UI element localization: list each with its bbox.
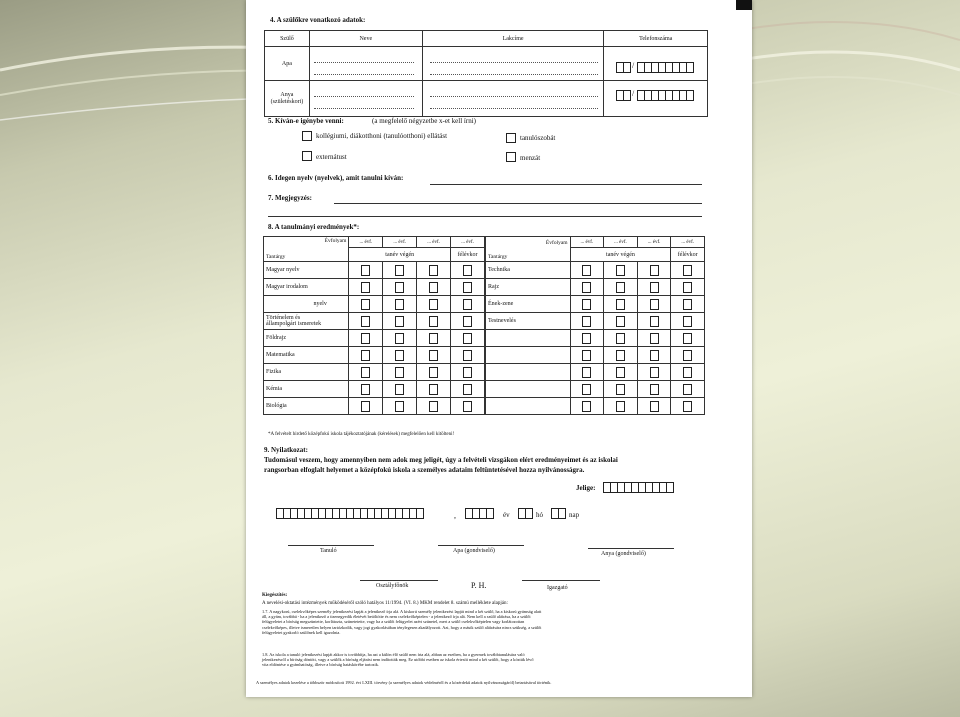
left-grade-box[interactable] xyxy=(361,316,370,327)
left-subject-label: Magyar irodalom xyxy=(266,284,308,290)
sec5-hint: (a megfelelő négyzetbe x-et kell írni) xyxy=(372,117,476,125)
left-grade-box[interactable] xyxy=(429,316,438,327)
ph-label: P. H. xyxy=(471,581,487,590)
right-grade-cell xyxy=(604,262,638,279)
right-grade-cell xyxy=(637,398,671,415)
right-grade-cell xyxy=(604,313,638,330)
right-subject-label: Rajz xyxy=(488,284,499,290)
right-grade-box[interactable] xyxy=(683,350,692,361)
left-grade-box[interactable] xyxy=(463,316,472,327)
left-grade-cell xyxy=(417,296,451,313)
left-grade-cell xyxy=(451,313,485,330)
left-grade-box[interactable] xyxy=(463,384,472,395)
right-subject-cell xyxy=(486,398,571,415)
left-grade-cell xyxy=(383,398,417,415)
igazgato-signature-line[interactable] xyxy=(522,580,600,581)
left-grade-box[interactable] xyxy=(361,299,370,310)
left-subject-cell xyxy=(264,262,349,279)
left-grade-box[interactable] xyxy=(361,367,370,378)
anya-address-field[interactable] xyxy=(422,81,604,117)
left-grade-cell xyxy=(383,330,417,347)
right-grade-box[interactable] xyxy=(582,265,591,276)
anya-phone-boxes[interactable] xyxy=(616,90,630,101)
right-grade-box[interactable] xyxy=(650,350,659,361)
right-evf-2: ... évf. xyxy=(604,237,638,248)
anya-signature-label: Anya (gondviselő) xyxy=(601,551,646,557)
left-grade-cell xyxy=(383,262,417,279)
page-edge-mark xyxy=(736,0,752,10)
right-evf-4: ... évf. xyxy=(671,237,705,248)
right-grade-row xyxy=(486,262,705,279)
left-grade-box[interactable] xyxy=(463,333,472,344)
right-grade-box[interactable] xyxy=(683,282,692,293)
left-grade-row xyxy=(264,279,485,296)
left-grade-cell xyxy=(451,381,485,398)
right-grade-cell xyxy=(570,381,604,398)
right-grade-cell xyxy=(604,347,638,364)
left-grade-cell xyxy=(417,330,451,347)
left-grade-cell xyxy=(383,347,417,364)
left-grade-cell xyxy=(383,381,417,398)
osztalyfonok-label: Osztályfőnök xyxy=(376,583,409,589)
anya-sublabel: (születéskori) xyxy=(270,98,304,105)
comment-input-line-2[interactable] xyxy=(268,216,702,217)
right-grade-cell xyxy=(604,296,638,313)
left-grade-box[interactable] xyxy=(361,333,370,344)
left-evf-2: ... évf. xyxy=(383,237,417,248)
right-grade-cell xyxy=(637,262,671,279)
right-grade-cell xyxy=(671,313,705,330)
right-grade-box[interactable] xyxy=(616,401,625,412)
left-subject-cell xyxy=(264,347,349,364)
left-grade-cell xyxy=(349,398,383,415)
left-subject-label: Kémia xyxy=(266,386,282,392)
right-grade-row xyxy=(486,296,705,313)
left-grade-cell xyxy=(451,364,485,381)
right-grade-cell xyxy=(637,313,671,330)
right-grade-cell xyxy=(570,398,604,415)
right-grade-box[interactable] xyxy=(683,316,692,327)
left-grade-cell xyxy=(451,347,485,364)
right-subject-cell xyxy=(486,381,571,398)
header-telefonszama: Telefonszáma xyxy=(604,31,708,47)
left-grade-row xyxy=(264,364,485,381)
right-grade-cell xyxy=(671,347,705,364)
left-subject-cell xyxy=(264,381,349,398)
right-grade-box[interactable] xyxy=(582,299,591,310)
left-grade-box[interactable] xyxy=(463,401,472,412)
left-grade-cell xyxy=(451,262,485,279)
right-grade-box[interactable] xyxy=(683,384,692,395)
p17-line-4: cselekvőképes, illetve ismeretlen helyen tartózkodik, vagy jogi gyakorlásában ténylegesen akadályozott. Azt, hogy a másik szülő aláírására nincs szükség, a szülői xyxy=(262,624,542,630)
right-grade-row xyxy=(486,313,705,330)
right-grade-box[interactable] xyxy=(650,367,659,378)
left-grade-box[interactable] xyxy=(395,316,404,327)
left-grade-box[interactable] xyxy=(429,367,438,378)
apa-phone-boxes[interactable] xyxy=(616,62,630,73)
left-grade-box[interactable] xyxy=(361,350,370,361)
month-boxes[interactable] xyxy=(518,508,532,519)
jelige-label: Jelige: xyxy=(576,484,596,492)
left-grade-cell xyxy=(349,279,383,296)
left-grade-cell xyxy=(417,347,451,364)
right-corner-cell xyxy=(486,237,571,262)
left-grade-row xyxy=(264,398,485,415)
left-grade-box[interactable] xyxy=(463,265,472,276)
notes-title: Kiegészítés: xyxy=(262,593,288,598)
left-grade-cell xyxy=(349,296,383,313)
right-grade-row xyxy=(486,364,705,381)
left-grade-box[interactable] xyxy=(463,367,472,378)
left-subject-cell xyxy=(264,364,349,381)
left-grade-box[interactable] xyxy=(361,265,370,276)
right-grade-box[interactable] xyxy=(582,333,591,344)
left-grade-box[interactable] xyxy=(395,350,404,361)
left-grade-box[interactable] xyxy=(395,299,404,310)
right-grade-cell xyxy=(637,347,671,364)
left-grade-cell xyxy=(451,398,485,415)
left-grade-cell xyxy=(349,347,383,364)
right-grade-box[interactable] xyxy=(582,316,591,327)
day-label: nap xyxy=(569,511,580,519)
place-boxes[interactable] xyxy=(276,508,423,519)
left-grade-row xyxy=(264,313,485,330)
left-grade-box[interactable] xyxy=(395,265,404,276)
left-grade-cell xyxy=(383,364,417,381)
sec6-title: 6. Idegen nyelv (nyelvek), amit tanulni kíván: xyxy=(268,174,404,182)
right-grade-cell xyxy=(671,398,705,415)
right-grade-cell xyxy=(671,279,705,296)
right-grade-box[interactable] xyxy=(616,350,625,361)
right-grade-box[interactable] xyxy=(650,282,659,293)
sec8-title: 8. A tanulmányi eredmények*: xyxy=(268,223,360,231)
right-grade-box[interactable] xyxy=(616,367,625,378)
left-evf-4: ... évf. xyxy=(451,237,485,248)
right-grade-cell xyxy=(604,330,638,347)
month-label: hó xyxy=(536,511,543,519)
left-grade-box[interactable] xyxy=(463,299,472,310)
p17-line-1: 1.7. A nagykorú, cselekvőképes személy jelentkezési lapját a jelentkező írja alá. A kiskorú személy jelentkezési lapját mind a két szülő, ha a kiskorú gyámság alatt xyxy=(262,609,542,614)
left-grade-cell xyxy=(383,313,417,330)
left-subject-label: Történelem és xyxy=(266,315,301,321)
left-subject-cell xyxy=(264,330,349,347)
left-grade-cell xyxy=(417,364,451,381)
right-grade-cell xyxy=(570,296,604,313)
language-input-line[interactable] xyxy=(430,184,702,185)
year-label: év xyxy=(503,511,510,519)
right-grade-cell xyxy=(637,279,671,296)
header-szulo: Szülő xyxy=(265,31,310,47)
left-subject-label: Magyar nyelv xyxy=(266,267,300,273)
right-grade-cell xyxy=(637,296,671,313)
right-grade-cell xyxy=(570,313,604,330)
right-grade-cell xyxy=(637,330,671,347)
right-subject-cell xyxy=(486,313,571,330)
right-grade-box[interactable] xyxy=(616,384,625,395)
left-grade-cell xyxy=(417,381,451,398)
right-grade-box[interactable] xyxy=(582,350,591,361)
right-felevkor: félévkor xyxy=(671,248,705,262)
right-subject-cell xyxy=(486,296,571,313)
sec8-footnote: *A felvételt hirdető középfokú iskola tájékoztatójának (kérelések) megfelelően kell kitölteni! xyxy=(268,432,455,437)
left-grade-box[interactable] xyxy=(429,384,438,395)
right-grade-box[interactable] xyxy=(683,401,692,412)
left-corner-cell xyxy=(264,237,349,262)
right-grade-cell xyxy=(671,330,705,347)
header-neve: Neve xyxy=(309,31,422,47)
left-grade-box[interactable] xyxy=(429,265,438,276)
p18-line-1: 1.8. Az iskola a tanuló jelentkezési lapját akkor is továbbítja, ha azt a külön élő szülő nem írta alá, abban az esetben, ha a gyermek továbbtanulására való xyxy=(262,652,525,657)
right-grade-cell xyxy=(671,296,705,313)
left-grade-box[interactable] xyxy=(429,333,438,344)
apa-phone-number-boxes[interactable] xyxy=(637,62,693,73)
anya-phone-slash: / xyxy=(632,89,635,98)
right-subject-cell xyxy=(486,364,571,381)
tanulo-label: Tanuló xyxy=(320,548,337,554)
right-grade-box[interactable] xyxy=(650,384,659,395)
tanulo-signature-line[interactable] xyxy=(288,545,374,546)
right-tanev-vegen: tanév végén xyxy=(570,248,671,262)
left-tanev-vegen: tanév végén xyxy=(349,248,451,262)
left-grade-cell xyxy=(349,381,383,398)
right-subject-cell xyxy=(486,262,571,279)
osztalyfonok-signature-line[interactable] xyxy=(360,580,438,581)
left-subject-label-extra: állampolgári ismeretek xyxy=(266,321,322,327)
right-grade-cell xyxy=(604,364,638,381)
left-grade-row xyxy=(264,381,485,398)
sec9-text-1: Tudomásul veszem, hogy amennyiben nem adok meg jeligét, úgy a felvételi vizsgákon elért eredményeimet és az iskolai xyxy=(264,456,618,464)
row-anya-label xyxy=(265,81,310,117)
left-subject-cell xyxy=(264,398,349,415)
row-apa-label: Apa xyxy=(265,47,310,81)
left-grade-box[interactable] xyxy=(463,282,472,293)
right-evfolyam-label: Évfolyam xyxy=(545,240,568,246)
apa-address-field[interactable] xyxy=(422,47,604,81)
notes-footer: A személyes adatok kezelése a többször módosított 1992. évi LXIII. törvény (a személyes adatok védelméről és a közérdekű adatok nyilvánosságáról) betartásával történik. xyxy=(256,680,552,685)
right-grade-cell xyxy=(570,364,604,381)
sec9-text-2: rangsorban elfoglalt helyemet a középfokú iskola a személyes adataim feltüntetésével hozza nyilvánosságra. xyxy=(264,466,585,474)
right-grade-box[interactable] xyxy=(616,299,625,310)
right-grade-cell xyxy=(570,347,604,364)
apa-name-field[interactable] xyxy=(309,47,422,81)
menza-checkbox[interactable] xyxy=(506,152,516,162)
right-subject-cell xyxy=(486,279,571,296)
left-grade-box[interactable] xyxy=(429,282,438,293)
left-grade-cell xyxy=(417,262,451,279)
right-grade-cell xyxy=(604,398,638,415)
left-subject-cell xyxy=(264,279,349,296)
left-subject-cell xyxy=(264,296,349,313)
left-grade-box[interactable] xyxy=(361,282,370,293)
anya-phone-number-boxes[interactable] xyxy=(637,90,693,101)
left-grade-cell xyxy=(417,398,451,415)
right-grade-box[interactable] xyxy=(650,333,659,344)
sec7-title: 7. Megjegyzés: xyxy=(268,194,312,202)
right-grade-box[interactable] xyxy=(650,316,659,327)
right-grade-box[interactable] xyxy=(683,367,692,378)
left-grade-cell xyxy=(349,262,383,279)
right-grade-box[interactable] xyxy=(683,299,692,310)
left-grade-box[interactable] xyxy=(361,384,370,395)
sec9-title: 9. Nyilatkozat: xyxy=(264,446,308,454)
left-grade-box[interactable] xyxy=(395,384,404,395)
left-grade-box[interactable] xyxy=(395,282,404,293)
p17-line-5: felügyeletet gyakorló szülőnek kell igazolnia. xyxy=(262,629,341,635)
right-grade-box[interactable] xyxy=(650,299,659,310)
notes-line1: A nevelési-oktatási intézmények működéséről szóló hatályos 11/1994. (VI. 8.) MKM rendelet 8. számú melléklete alapján: xyxy=(262,601,508,606)
externatus-label: externátust xyxy=(316,153,347,161)
kollegium-label: kollégiumi, diákotthoni (tanulóotthoni) ellátást xyxy=(316,132,448,140)
left-evf-3: ... évf. xyxy=(417,237,451,248)
right-grade-cell xyxy=(671,364,705,381)
apa-phone-slash: / xyxy=(632,61,635,70)
sec4-title: 4. A szülőkre vonatkozó adatok: xyxy=(270,16,366,24)
left-subject-label: Matematika xyxy=(266,352,295,358)
right-grade-row xyxy=(486,398,705,415)
grades-table-left xyxy=(263,236,485,415)
menza-label: menzát xyxy=(520,154,541,162)
right-subject-label: Technika xyxy=(488,267,510,273)
header-lakcime: Lakcíme xyxy=(422,31,604,47)
right-grade-box[interactable] xyxy=(616,265,625,276)
left-grade-cell xyxy=(451,296,485,313)
left-tantargy-label: Tantárgy xyxy=(266,254,286,260)
right-grade-box[interactable] xyxy=(616,282,625,293)
left-subject-label: nyelv xyxy=(313,301,327,307)
left-grade-cell xyxy=(417,313,451,330)
igazgato-label: Igazgató xyxy=(547,585,568,591)
left-grade-box[interactable] xyxy=(429,299,438,310)
tanuloszoba-checkbox[interactable] xyxy=(506,133,516,143)
right-grade-cell xyxy=(604,381,638,398)
date-comma: , xyxy=(454,511,456,520)
right-grade-box[interactable] xyxy=(650,265,659,276)
p18-line-2: jelentkezésről a bíróság döntött, vagy a szülők a bíróság eljárást nem indították meg. Ez utóbbi esetben az iskola értesíti mind a két szülőt, hogy a köztük lévő xyxy=(262,657,534,663)
left-grade-box[interactable] xyxy=(395,333,404,344)
right-grade-cell xyxy=(604,279,638,296)
right-evf-1: ... évf. xyxy=(570,237,604,248)
notes-paragraph-18 xyxy=(262,652,736,668)
notes-paragraph-17 xyxy=(262,609,736,635)
right-evf-3: ... évf. xyxy=(637,237,671,248)
left-subject-cell xyxy=(264,313,349,330)
left-grade-cell xyxy=(383,296,417,313)
right-subject-label: Testnevelés xyxy=(488,318,516,324)
left-grade-cell xyxy=(349,364,383,381)
right-grade-cell xyxy=(637,381,671,398)
left-grade-row xyxy=(264,296,485,313)
left-grade-cell xyxy=(349,313,383,330)
right-grade-row xyxy=(486,347,705,364)
right-grade-row xyxy=(486,381,705,398)
tanuloszoba-label: tanulószobát xyxy=(520,134,556,142)
left-evf-1: ... évf. xyxy=(349,237,383,248)
day-boxes[interactable] xyxy=(551,508,565,519)
left-grade-row xyxy=(264,347,485,364)
right-grade-cell xyxy=(570,262,604,279)
left-grade-row xyxy=(264,262,485,279)
apa-signature-line[interactable] xyxy=(438,545,524,546)
left-grade-cell xyxy=(383,279,417,296)
left-evfolyam-label: Évfolyam xyxy=(324,238,347,244)
left-grade-cell xyxy=(451,279,485,296)
left-grade-cell xyxy=(451,330,485,347)
p17-line-3: felügyeletet a bíróság megszüntette, korlátozta, szünetetette, vagy ha a szülői felügyelet azért szünetel, mert a szülő cselekvőképtelen vagy korlátozottan xyxy=(262,619,525,625)
anya-signature-line[interactable] xyxy=(588,548,674,549)
left-grade-box[interactable] xyxy=(429,401,438,412)
right-subject-label: Ének-zene xyxy=(488,301,514,307)
right-grade-box[interactable] xyxy=(616,333,625,344)
right-grade-box[interactable] xyxy=(616,316,625,327)
externatus-checkbox[interactable] xyxy=(302,151,312,161)
right-grade-cell xyxy=(671,381,705,398)
sec5-title: 5. Kíván-e igénybe venni: xyxy=(268,117,344,125)
right-grade-cell xyxy=(570,330,604,347)
right-grade-row xyxy=(486,330,705,347)
left-subject-label: Biológia xyxy=(266,403,287,409)
right-grade-box[interactable] xyxy=(582,282,591,293)
anya-label: Anya xyxy=(280,91,294,98)
left-grade-row xyxy=(264,330,485,347)
right-grade-row xyxy=(486,279,705,296)
left-grade-box[interactable] xyxy=(429,350,438,361)
right-tantargy-label: Tantárgy xyxy=(488,254,508,260)
right-grade-box[interactable] xyxy=(582,401,591,412)
apa-signature-label: Apa (gondviselő) xyxy=(453,548,495,554)
left-grade-box[interactable] xyxy=(395,401,404,412)
right-grade-box[interactable] xyxy=(683,333,692,344)
kollegium-checkbox[interactable] xyxy=(302,131,312,141)
anya-name-field[interactable] xyxy=(309,81,422,117)
left-felevkor: félévkor xyxy=(451,248,485,262)
left-subject-label: Fizika xyxy=(266,369,281,375)
right-grade-box[interactable] xyxy=(582,367,591,378)
left-grade-cell xyxy=(349,330,383,347)
right-grade-box[interactable] xyxy=(650,401,659,412)
right-grade-cell xyxy=(671,262,705,279)
p18-line-3: vita eldöntése a gyámhatóság, illetve a bíróság hatáskörébe tartozik. xyxy=(262,662,379,668)
right-subject-cell xyxy=(486,347,571,364)
left-grade-box[interactable] xyxy=(463,350,472,361)
left-subject-label: Földrajz xyxy=(266,335,286,341)
p17-line-2: áll, a gyám, továbbá - ha a jelentkező a tizenegyedik életévét betöltötte és nem cselekvőképtelen - a jelentkező írja alá. Nem kell a szülő aláírása, ha a szülői xyxy=(262,614,531,620)
right-grade-box[interactable] xyxy=(683,265,692,276)
right-subject-cell xyxy=(486,330,571,347)
jelige-boxes[interactable] xyxy=(603,482,673,493)
year-boxes[interactable] xyxy=(465,508,493,519)
form-page xyxy=(246,0,752,697)
left-grade-box[interactable] xyxy=(361,401,370,412)
right-grade-cell xyxy=(637,364,671,381)
comment-input-line-1[interactable] xyxy=(334,203,702,204)
right-grade-box[interactable] xyxy=(582,384,591,395)
grades-table-right xyxy=(485,236,705,415)
right-grade-cell xyxy=(570,279,604,296)
left-grade-cell xyxy=(417,279,451,296)
left-grade-box[interactable] xyxy=(395,367,404,378)
